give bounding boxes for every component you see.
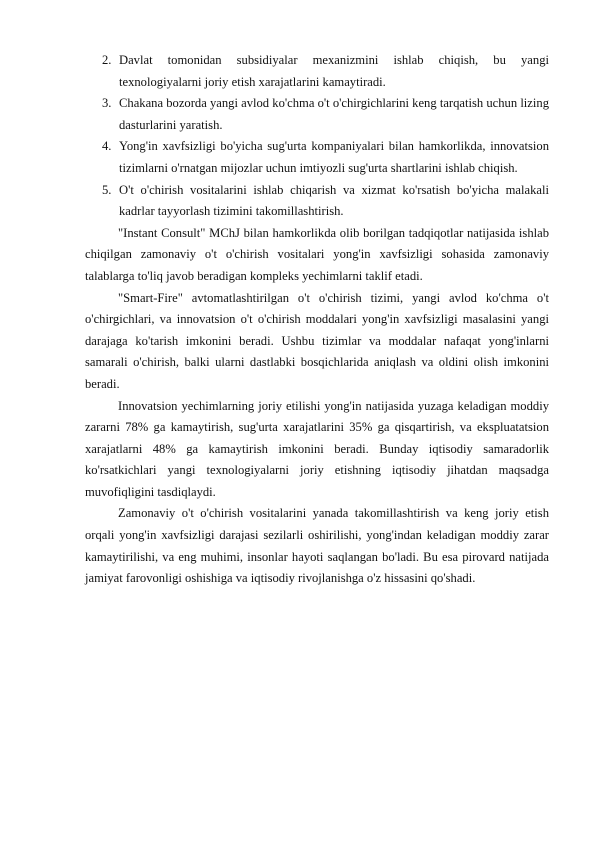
- list-item-number: 2.: [102, 53, 112, 67]
- list-item: [85, 136, 549, 179]
- list-item-text: O't o'chirish vositalarini ishlab chiqarish va xizmat ko'rsatish bo'yicha malakali kadrlar tayyorlash tizimini takomillashtirish.: [119, 182, 549, 219]
- list-item: [85, 180, 549, 223]
- document-body: [85, 50, 549, 590]
- list-item: [85, 50, 549, 93]
- list-item-text: Yong'in xavfsizligi bo'yicha sug'urta kompaniyalari bilan hamkorlikda, innovatsion tizimlarni o'rnatgan mijozlar uchun imtiyozli sug'urta shartlarini ishlab chiqish.: [119, 139, 549, 175]
- paragraph-smart-fire: "Smart-Fire" avtomatlashtirilgan o't o'chirish tizimi, yangi avlod ko'chma o't o'chirgichlari, va innovatsion o't o'chirish moddalari yong'in xavfsizligi masalasini yangi darajaga ko'tarish imkonini beradi. Ushbu tizimlar va moddalar nafaqat yong'inlarni samarali o'chirish, balki ularni dastlabki bosqichlarida aniqlash va oldini olish imkonini beradi.: [85, 290, 549, 391]
- paragraph-economic-effect: Innovatsion yechimlarning joriy etilishi yong'in natijasida yuzaga keladigan moddiy zararni 78% ga kamaytirish, sug'urta xarajatlarini 35% ga qisqartirish, va ekspluatatsion xarajatlarni 48% ga kamaytirish imkonini beradi. Bunday iqtisodiy samaradorlik ko'rsatkichlari yangi texnologiyalarni joriy etishning iqtisodiy jihatdan maqsadga muvofiqligini tasdiqlaydi.: [85, 398, 549, 499]
- recommendation-list: [85, 50, 549, 223]
- list-item-text: Davlat tomonidan subsidiyalar mexanizmini ishlab chiqish, bu yangi texnologiyalarni joriy etish xarajatlarini kamaytiradi.: [119, 53, 549, 89]
- paragraph-research-results: "Instant Consult" MChJ bilan hamkorlikda olib borilgan tadqiqotlar natijasida ishlab chiqilgan zamonaviy o't o'chirish vositalari yong'in xavfsizligi sohasida zamonaviy talablarga to'liq javob beradigan kompleks yechimlarni taklif etadi.: [85, 225, 549, 283]
- list-item-number: 4.: [102, 139, 112, 154]
- list-item-number: 3.: [102, 96, 112, 111]
- list-item-text: Chakana bozorda yangi avlod ko'chma o't o'chirgichlarini keng tarqatish uchun lizing dasturlarini yaratish.: [119, 96, 549, 132]
- list-item: [85, 93, 549, 136]
- paragraph-conclusion: Zamonaviy o't o'chirish vositalarini yanada takomillashtirish va keng joriy etish orqali yong'in xavfsizligi darajasi sezilarli oshirilishi, yong'indan keladigan moddiy zarar kamaytirilishi, va eng muhimi, insonlar hayoti saqlangan bo'ladi. Bu esa pirovard natijada jamiyat farovonligi oshishiga va iqtisodiy rivojlanishga o'z hissasini qo'shadi.: [85, 506, 549, 586]
- list-item-number: 5.: [102, 182, 112, 197]
